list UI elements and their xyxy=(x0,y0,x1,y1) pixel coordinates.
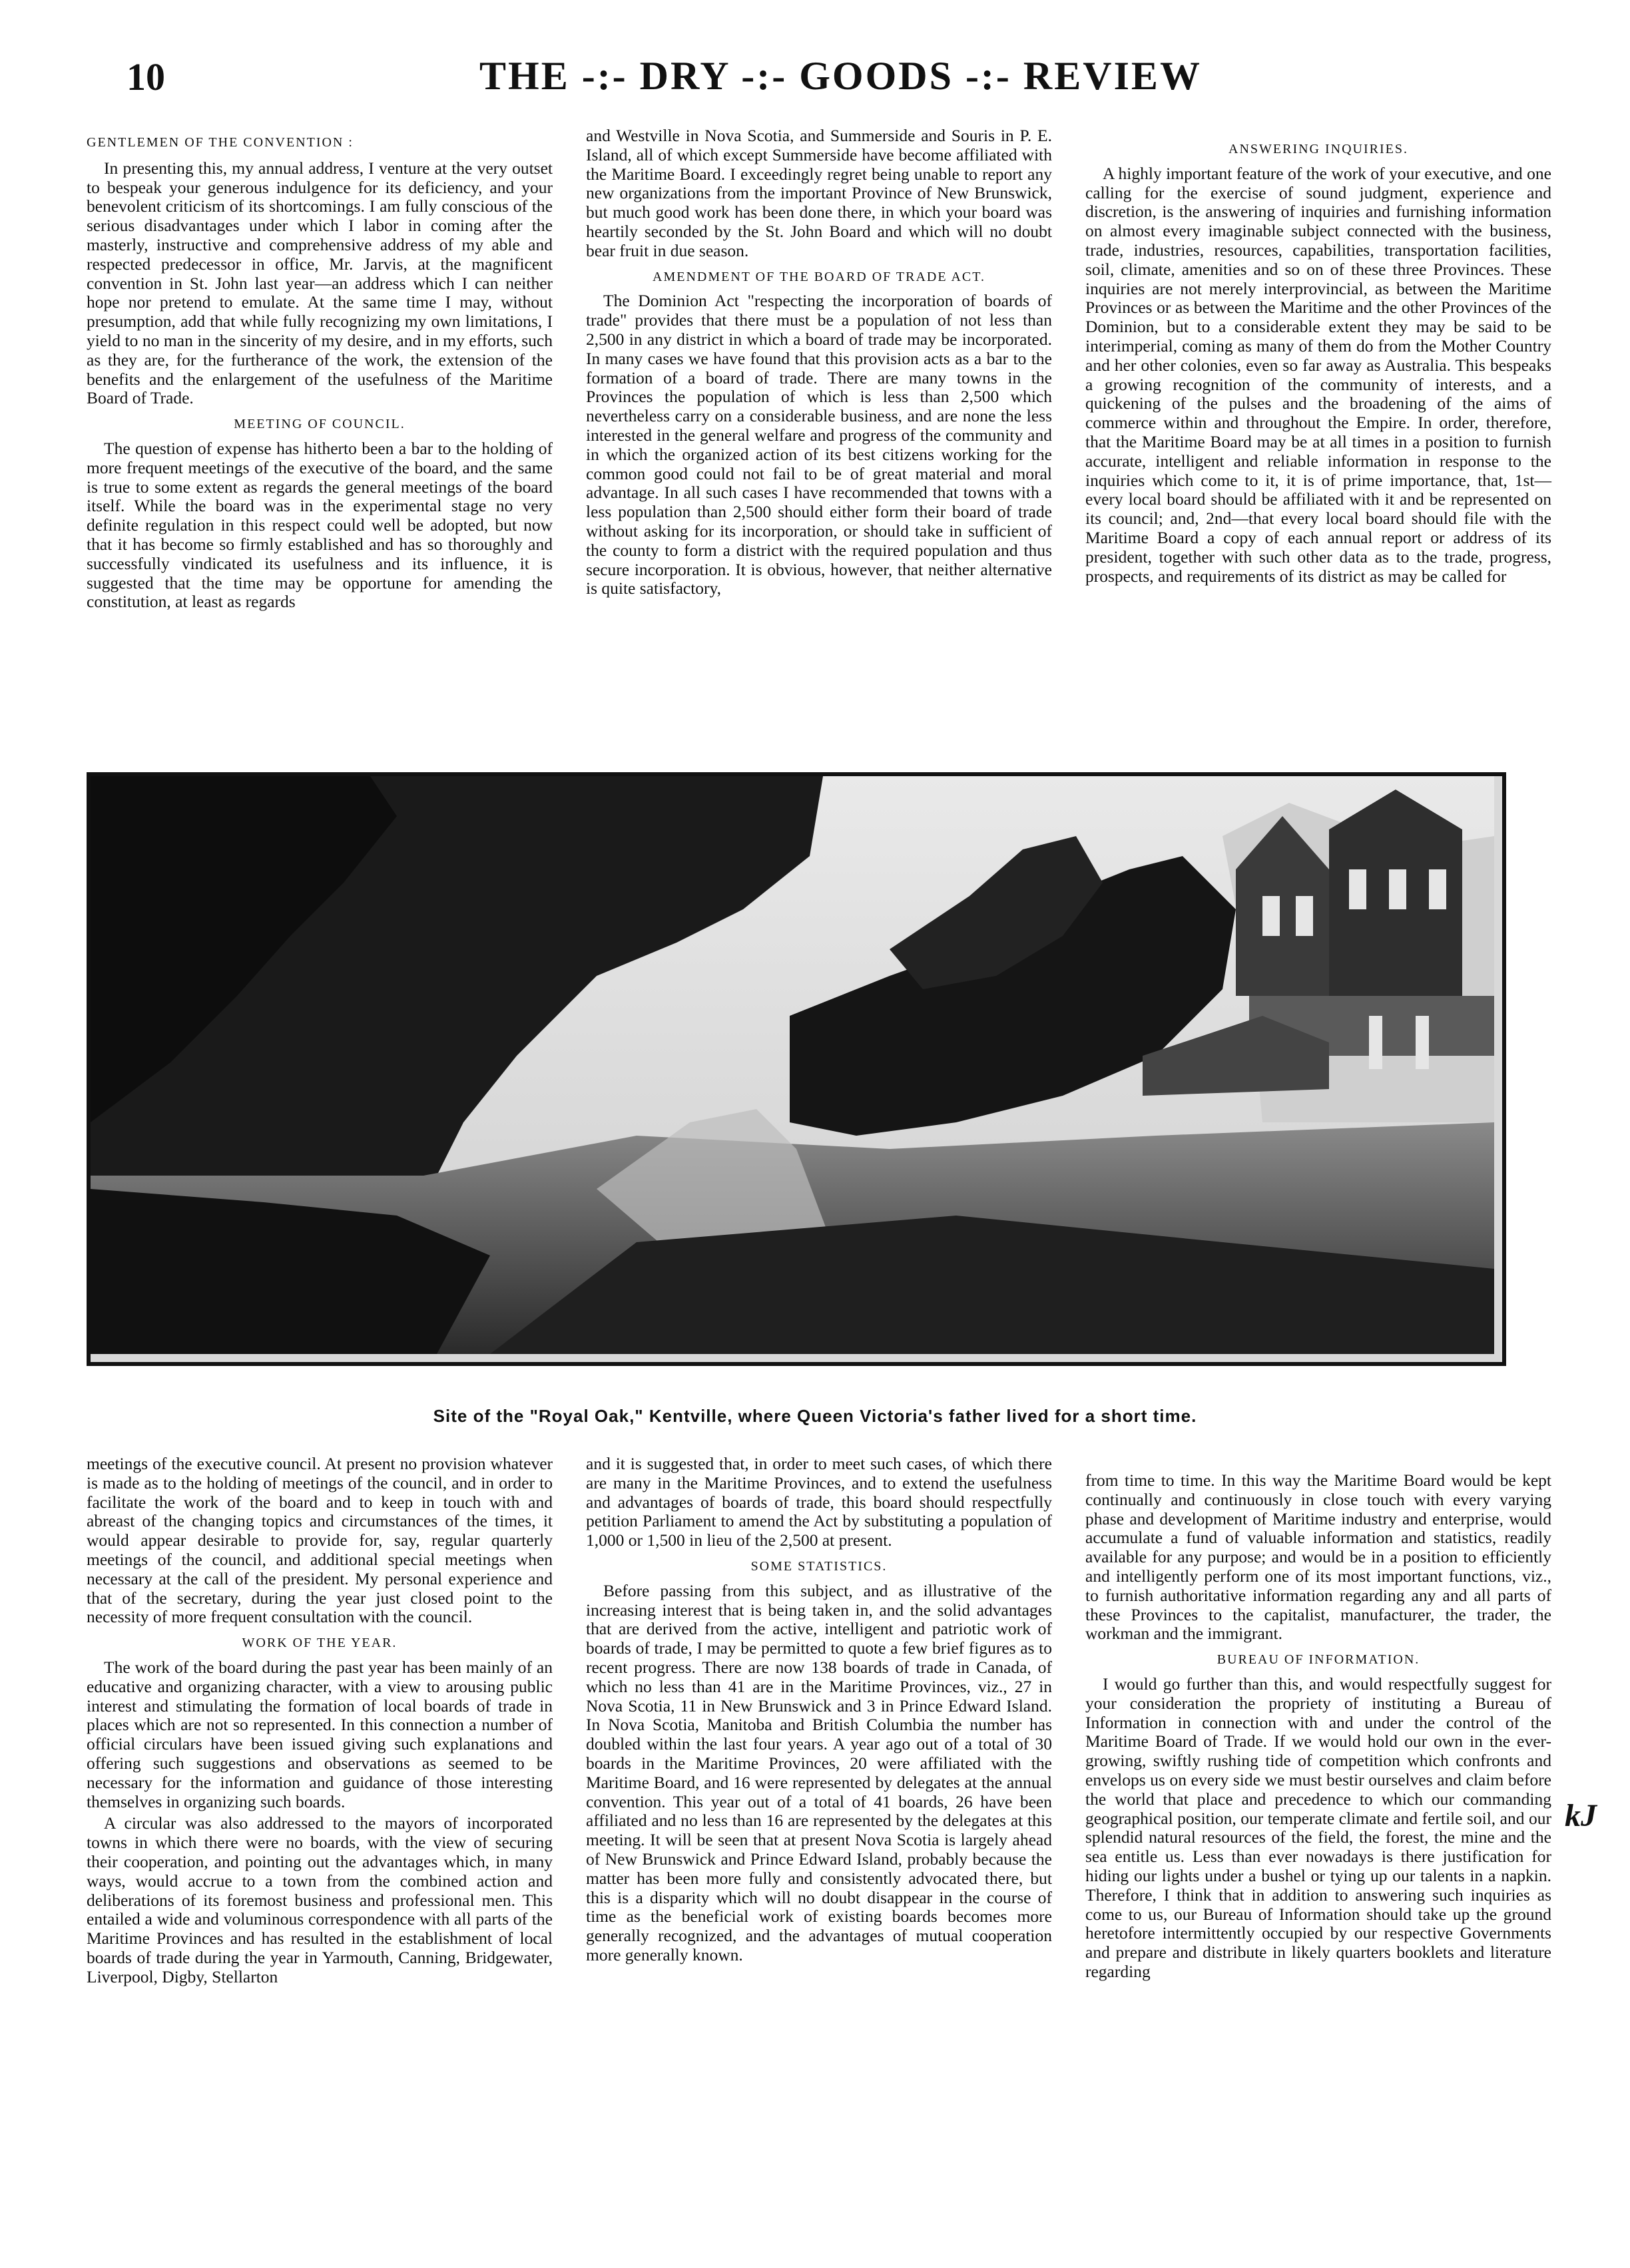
photograph-royal-oak-site xyxy=(87,772,1506,1366)
paragraph: The work of the board during the past year has been mainly of an educative and organizing character, with a view to arousing public interest and stimulating the formation of local boards of trade in places which are not so represented. In this connection a number of official circulars have been issued giving such explanations and offering such suggestions and observations as seemed to be necessary for the information and guidance of those interesting themselves in organizing such boards. xyxy=(87,1657,553,1811)
page-number: 10 xyxy=(127,55,165,99)
paragraph: from time to time. In this way the Maritime Board would be kept continually and continuously in close touch with every varying phase and development of Maritime industry and enterprise, would accumulate a fund of valuable information and statistics, readily available for any purpose; and would be in a position to efficiently and intelligently perform one of its most important functions, viz., to furnish authoritative information regarding any and all parts of these Provinces to the capitalist, manufacturer, the trader, the workman and the immigrant. xyxy=(1085,1471,1551,1644)
paragraph: The Dominion Act "respecting the incorporation of boards of trade" provides that there must be a population of not less than 2,500 in any district in which a board of trade may be incorporated. In many cases we have found that this provision acts as a bar to the formation of a board of trade. There are many towns in the Provinces the population of which is less than 2,500 which nevertheless carry on a considerable business, and are none the less interested in the general welfare and progress of the community and in which the organized action of its best citizens working for the common good could not fail to be of great material and moral advantage. In all such cases I have recommended that towns with a less population than 2,500 should either form their board of trade without asking for its incorporation, or should take in sufficient of the county to form a district with the required population and thus secure incorporation. It is obvious, however, that neither alternative is quite satisfactory, xyxy=(586,291,1052,598)
handwritten-margin-mark: kJ xyxy=(1565,1798,1597,1833)
column-4 xyxy=(87,1455,553,1990)
section-heading: BUREAU OF INFORMATION. xyxy=(1217,1652,1420,1668)
section-heading: MEETING OF COUNCIL. xyxy=(234,417,406,432)
column-2 xyxy=(586,126,1052,601)
paragraph: I would go further than this, and would respectfully suggest for your consideration the propriety of instituting a Bureau of Information in connection with and under the control of the Maritime Board of Trade. If we would hold our own in the ever-growing, swiftly rushing tide of competition which confronts and envelops us on every side we must bestir ourselves and claim before the world that place and precedence to which our commanding geographical position, our temperate climate and fertile soil, and our splendid natural resources of the field, the forest, the mine and the sea entitle us. Less than ever nowadays is there justification for hiding our lights under a bushel or tying up our talents in a napkin. Therefore, I think that in addition to answering such inquiries as come to us, our Bureau of Information should take up the ground heretofore intermittently occupied by our respective Governments and prepare and distribute in likely quarters booklets and literature regarding xyxy=(1085,1674,1551,1981)
paragraph: A circular was also addressed to the mayors of incorporated towns in which there were no boards, with the view of securing their cooperation, and pointing out the advantages which, in many ways, would accrue to a town from the combined action and deliberations of its foremost business and professional men. This entailed a wide and voluminous correspondence with all parts of the Maritime Provinces and has resulted in the establishment of local boards of trade during the year in Yarmouth, Canning, Bridgewater, Liverpool, Digby, Stellarton xyxy=(87,1813,553,1986)
paragraph: A highly important feature of the work of your executive, and one calling for the exercise of sound judgment, experience and discretion, is the answering of inquiries and furnishing information on almost every imaginable subject connected with the business, trade, industries, resources, capabilities, transportation facilities, soil, climate, amenities and so on of these three Provinces. These inquiries are not merely interprovincial, as between the Maritime Provinces or as between the Maritime and the other Provinces of the Dominion, but to a considerable extent they may be said to be interimperial, coming as many of them do from the Mother Country and her other colonies, even so far away as Australia. This bespeaks a growing recognition of the community of interests, and a quickening of the pulses and the broadening of the aims of commerce within and throughout the Empire. In order, therefore, that the Maritime Board may be at all times in a position to furnish accurate, intelligent and reliable information in response to the inquiries which come to it, it is of prime importance, that, 1st—every local board should be affiliated with it and be represented on its council; and, 2nd—that every local board should file with the Maritime Board a copy of each annual report or address of its president, together with such other data as to the trade, progress, prospects, and requirements of its district as may be called for xyxy=(1085,163,1551,586)
salutation: GENTLEMEN OF THE CONVENTION : xyxy=(87,135,354,150)
paragraph: and Westville in Nova Scotia, and Summerside and Souris in P. E. Island, all of which except Summerside have become affiliated with the Maritime Board. I exceedingly regret being unable to report any new organizations from the important Province of New Brunswick, but much good work has been done there, in which your board was heartily seconded by the St. John Board and which will no doubt bear fruit in due season. xyxy=(586,126,1052,260)
photograph-image xyxy=(91,776,1494,1354)
section-heading: WORK OF THE YEAR. xyxy=(242,1636,398,1651)
section-heading: AMENDMENT OF THE BOARD OF TRADE ACT. xyxy=(653,269,985,284)
column-3 xyxy=(1085,133,1551,588)
section-heading: SOME STATISTICS. xyxy=(750,1558,888,1574)
paragraph: The question of expense has hitherto been a bar to the holding of more frequent meetings of the executive of the board, and the same is true to some extent as regards the general meetings of the board itself. While the board was in the experimental stage no very definite regulation in this respect could well be adopted, but now that it has become so firmly established and has so thoroughly and successfully vindicated its usefulness and its influence, it is suggested that the time may be opportune for amending the constitution, at least as regards xyxy=(87,438,553,612)
column-5 xyxy=(586,1455,1052,1968)
section-heading: ANSWERING INQUIRIES. xyxy=(1228,142,1408,156)
column-6 xyxy=(1085,1471,1551,1984)
photo-caption: Site of the "Royal Oak," Kentville, where Queen Victoria's father lived for a short time. xyxy=(433,1406,1197,1426)
paragraph: and it is suggested that, in order to meet such cases, of which there are many in the Maritime Provinces, and to extend the usefulness and advantages of boards of trade, this board should respectfully petition Parliament to amend the Act by substituting a population of 1,000 or 1,500 in lieu of the 2,500 at present. xyxy=(586,1454,1052,1550)
paragraph: In presenting this, my annual address, I venture at the very outset to bespeak your generous indulgence for its deficiency, and your benevolent criticism of its shortcomings. I am fully conscious of the serious disadvantages under which I labor in coming after the masterly, instructive and comprehensive address of my able and respected predecessor in office, Mr. Jarvis, at the magnificent convention in St. John last year—an address which I can neither hope nor pretend to emulate. At the same time I may, without presumption, add that while fully recognizing my own limitations, I yield to no man in the sincerity of my desire, and in my efforts, such as they are, for the furtherance of the work, the extension of the benefits and the enlargement of the usefulness of the Maritime Board of Trade. xyxy=(87,158,553,408)
column-1 xyxy=(87,133,553,614)
paragraph: meetings of the executive council. At present no provision whatever is made as to the holding of meetings of the council, and in order to facilitate the work of the board and to keep in touch with and abreast of the changing topics and circumstances of the times, it would appear desirable to provide for, say, regular quarterly meetings of the council, and additional special meetings when necessary at the call of the president. My personal experience and that of the secretary, during the year just closed point to the necessity of more frequent consultation with the council. xyxy=(87,1454,553,1627)
masthead-title: THE -:- DRY -:- GOODS -:- REVIEW xyxy=(479,54,1202,98)
paragraph: Before passing from this subject, and as illustrative of the increasing interest that is being taken in, and the solid advantages that are derived from the active, intelligent and patriotic work of boards of trade, I may be permitted to quote a few brief figures as to recent progress. There are now 138 boards of trade in Canada, of which no less than 41 are in the Maritime Provinces, viz., 27 in Nova Scotia, 11 in New Brunswick and 3 in Prince Edward Island. In Nova Scotia, Manitoba and British Columbia the number has doubled within the last four years. A year ago out of a total of 30 boards in the Maritime Provinces, 20 were affiliated with the Maritime Board, and 16 were represented by delegates at the annual convention. This year out of a total of 41 boards, 26 have been affiliated and no less than 16 are represented by the delegates at this meeting. It will be seen that at present Nova Scotia is largely ahead of New Brunswick and Prince Edward Island, probably because the matter has been more fully and consistently advocated there, but this is a disparity which will no doubt disappear in the course of time as the beneficial work of existing boards becomes more generally recognized, and the advantages of mutual cooperation more generally known. xyxy=(586,1580,1052,1964)
page-header xyxy=(0,47,1630,107)
